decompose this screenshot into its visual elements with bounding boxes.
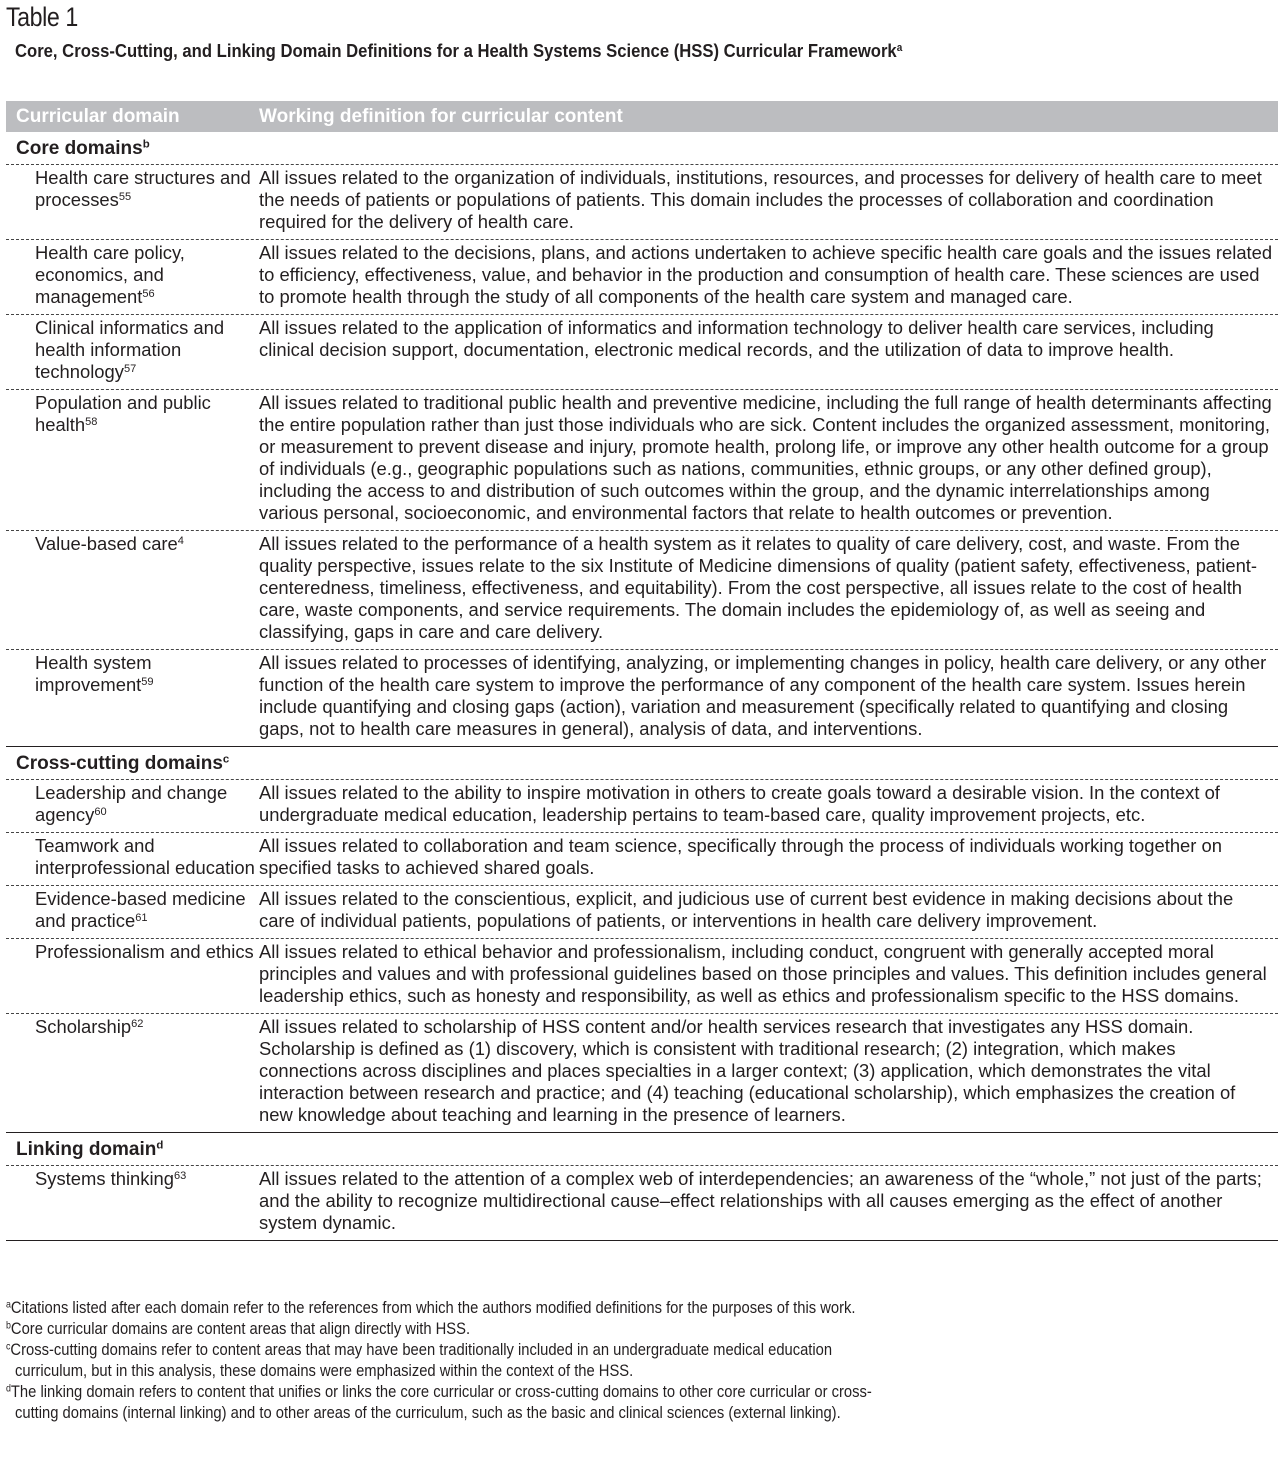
reference-number: 4 [177, 534, 184, 547]
section-label: Linking domain [16, 1139, 157, 1160]
footnote-text: The linking domain refers to content that unifies or links the core curricular or cross-cutting domains to other core curricular or cross-cutting domains (internal linking) and to other areas of the curriculum, such as the basic and clinical sciences (external linking). [10, 1383, 872, 1422]
table-row [6, 390, 1278, 531]
section-footnote-mark: b [142, 138, 150, 151]
table-end-rule [6, 1240, 1278, 1241]
definition-cell: All issues related to the decisions, plans, and actions undertaken to achieve specific health care goals and the issues related to efficiency, effectiveness, value, and behavior in the production and consumption of health care. These sciences are used to promote health through the study of all components of the health care system and managed care. [259, 242, 1273, 307]
footnote [6, 1319, 888, 1340]
footnotes [6, 1298, 888, 1424]
domain-name: Teamwork and interprofessional education [35, 835, 255, 878]
domain-name: Professionalism and ethics [35, 941, 254, 962]
footnote-text: Core curricular domains are content areas that align directly with HSS. [10, 1320, 471, 1338]
reference-number: 55 [118, 190, 132, 203]
definition-cell: All issues related to the application of informatics and information technology to deliver health care services, including clinical decision support, documentation, electronic medical records, and the utilization of data to improve health. [259, 317, 1214, 360]
domain-name: Leadership and change agency [35, 782, 228, 825]
reference-number: 63 [174, 1169, 187, 1182]
domain-cell [6, 782, 259, 826]
domain-name: Value-based care [35, 533, 178, 554]
reference-number: 56 [142, 287, 155, 300]
footnote [6, 1340, 888, 1382]
domain-name: Clinical informatics and health information technology [35, 317, 225, 382]
domain-cell [6, 1016, 259, 1126]
table-row [6, 315, 1278, 390]
reference-number: 58 [85, 415, 98, 428]
table-row [6, 240, 1278, 315]
footnote-mark: d [6, 1383, 11, 1395]
definition-cell: All issues related to processes of identifying, analyzing, or implementing changes in policy, health care delivery, or any other function of the health care system to improve the performance of any component of the health care system. Issues herein include quantifying and closing gaps (action), variation and measurement (specifically related to quantifying and closing gaps, not to health care measures in general), analysis of data, and interventions. [259, 652, 1267, 739]
table-number: Table 1 [6, 2, 78, 32]
section-footnote-mark: c [222, 753, 230, 766]
domain-name: Scholarship [35, 1016, 132, 1037]
domain-cell [6, 1168, 259, 1234]
definition-cell: All issues related to ethical behavior and professionalism, including conduct, congruent with generally accepted moral principles and values and with professional guidelines based on those principles and values. This definition includes general leadership ethics, such as honesty and responsibility, as well as ethics and professionalism specific to the HSS domains. [259, 941, 1267, 1006]
definition-cell: All issues related to the ability to inspire motivation in others to create goals toward a desirable vision. In the context of undergraduate medical education, leadership pertains to team-based care, quality improvement projects, etc. [259, 782, 1220, 825]
table-title-text: Core, Cross-Cutting, and Linking Domain Definitions for a Health Systems Science (HSS) Curricular Framework [15, 40, 897, 61]
table-row [6, 939, 1278, 1014]
header-working-definition: Working definition for curricular content [259, 105, 623, 127]
definition-cell: All issues related to the organization of individuals, institutions, resources, and processes for delivery of health care to meet the needs of patients or populations of patients. This domain includes the processes of collaboration and coordination required for the delivery of health care. [259, 167, 1262, 232]
domain-cell [6, 242, 259, 308]
footnote-mark: b [6, 1320, 11, 1332]
table-row [6, 886, 1278, 939]
domain-cell [6, 941, 259, 1007]
reference-number: 62 [131, 1017, 144, 1030]
reference-number: 61 [135, 911, 148, 924]
section-label: Core domains [16, 138, 143, 159]
domain-name: Population and public health [35, 392, 211, 435]
table-body [6, 132, 1278, 1240]
domain-name: Systems thinking [35, 1168, 175, 1189]
table-title [15, 40, 915, 62]
domain-cell [6, 533, 259, 643]
definition-cell: All issues related to scholarship of HSS content and/or health services research that investigates any HSS domain. Scholarship is defined as (1) discovery, which is consistent with traditional research; (2) integration, which makes connections across disciplines and places specialties in a larger context; (3) application, which demonstrates the vital interaction between research and practice; and (4) teaching (educational scholarship), which emphasizes the creation of new knowledge about teaching and learning in the presence of learners. [259, 1016, 1236, 1125]
domain-cell [6, 652, 259, 740]
definition-cell: All issues related to the attention of a complex web of interdependencies; an awareness of the “whole,” not just of the parts; and the ability to recognize multidirectional cause–effect relationships with all causes emerging as the effect of another system dynamic. [259, 1168, 1262, 1233]
domain-name: Health system improvement [35, 652, 152, 695]
table-row [6, 780, 1278, 833]
header-curricular-domain: Curricular domain [16, 105, 180, 127]
title-footnote-mark: a [896, 41, 903, 54]
footnote-mark: c [6, 1341, 11, 1353]
footnote-text: Citations listed after each domain refer to the references from which the authors modified definitions for the purposes of this work. [10, 1299, 856, 1317]
section-heading [6, 1132, 1278, 1166]
domain-name: Health care policy, economics, and management [35, 242, 185, 307]
footnote [6, 1382, 888, 1424]
footnote-text: Cross-cutting domains refer to content areas that may have been traditionally included in an undergraduate medical education curriculum, but in this analysis, these domains were emphasized within the context of the HSS. [10, 1341, 833, 1380]
table-row [6, 1014, 1278, 1132]
section-label: Cross-cutting domains [16, 753, 223, 774]
section-heading [6, 132, 1278, 165]
table-row [6, 833, 1278, 886]
definition-cell: All issues related to the performance of a health system as it relates to quality of care delivery, cost, and waste. From the quality perspective, issues relate to the six Institute of Medicine dimensions of quality (patient safety, effectiveness, patient-centeredness, timeliness, effectiveness, and equitability). From the cost perspective, all issues relate to the cost of health care, waste components, and service requirements. The domain includes the epidemiology of, as well as seeing and classifying, gaps in care and care delivery. [259, 533, 1258, 642]
reference-number: 59 [141, 675, 154, 688]
table-row [6, 650, 1278, 746]
domain-cell [6, 317, 259, 383]
domain-cell [6, 392, 259, 524]
reference-number: 57 [123, 362, 137, 375]
table-row [6, 165, 1278, 240]
domain-table [6, 101, 1278, 1241]
table-header [6, 101, 1278, 132]
footnote-mark: a [6, 1299, 11, 1311]
domain-name: Health care structures and processes [35, 167, 251, 210]
definition-cell: All issues related to the conscientious, explicit, and judicious use of current best evidence in making decisions about the care of individual patients, populations of patients, or interventions in health care delivery improvement. [259, 888, 1234, 931]
footnote [6, 1298, 888, 1319]
domain-cell [6, 835, 259, 879]
section-heading [6, 746, 1278, 780]
domain-name: Evidence-based medicine and practice [35, 888, 246, 931]
section-footnote-mark: d [156, 1139, 164, 1152]
domain-cell [6, 888, 259, 932]
table-row [6, 531, 1278, 650]
definition-cell: All issues related to collaboration and team science, specifically through the process of individuals working together on specified tasks to achieved shared goals. [259, 835, 1222, 878]
reference-number: 60 [94, 805, 107, 818]
domain-cell [6, 167, 259, 233]
table-row [6, 1166, 1278, 1240]
definition-cell: All issues related to traditional public health and preventive medicine, including the full range of health determinants affecting the entire population rather than just those individuals who are sick. Content includes the organized assessment, monitoring, or measurement to prevent disease and injury, promote health, prolong life, or improve any other health outcome for a group of individuals (e.g., geographic populations such as nations, communities, ethnic groups, or any other defined group), including the access to and distribution of such outcomes within the group, and the dynamic interrelationships among various personal, socioeconomic, and environmental factors that relate to health outcomes or prevention. [259, 392, 1272, 523]
